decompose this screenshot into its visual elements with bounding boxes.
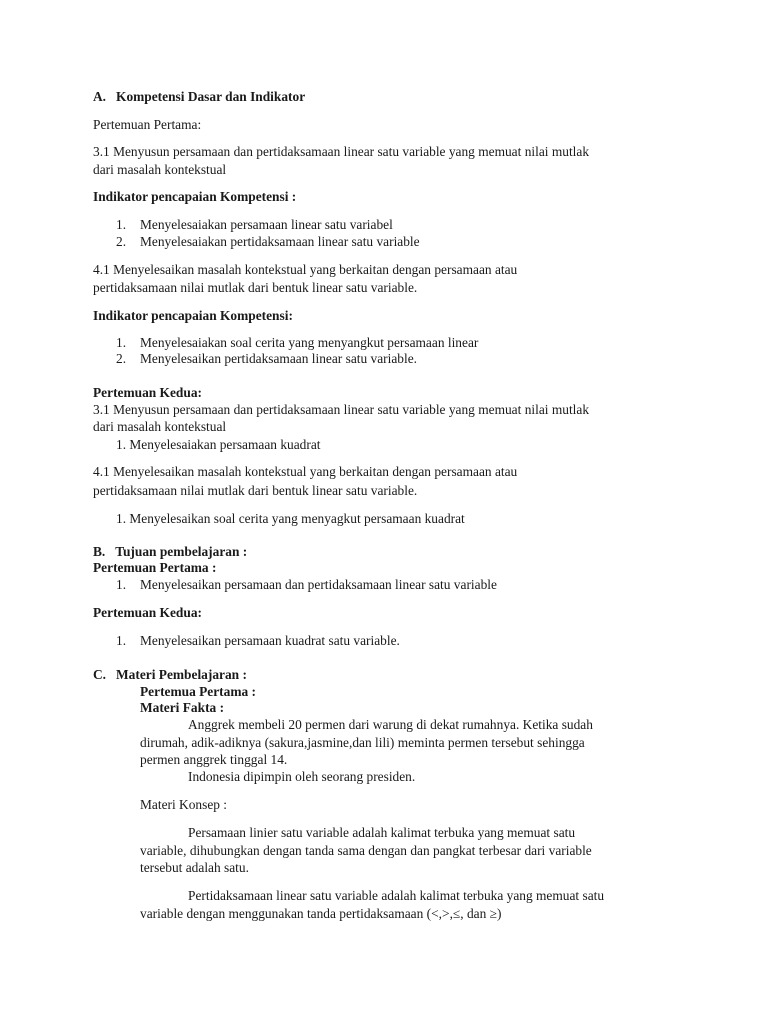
list-number: 1. (116, 217, 127, 232)
kd1-line2: dari masalah kontekstual (93, 162, 227, 177)
list-text: Menyelesaiakan pertidaksamaan linear satu variable (140, 234, 420, 249)
konsep-p1-line2: variable, dihubungkan dengan tanda sama dengan dan pangkat terbesar dari variable (140, 843, 592, 858)
tujuan-meeting2-label: Pertemuan Kedua: (93, 605, 202, 620)
list-number: 2. (116, 234, 127, 249)
list-number: 1. (116, 577, 127, 592)
meeting1-label: Pertemuan Pertama: (93, 117, 202, 132)
konsep-p1-line3: tersebut adalah satu. (140, 860, 249, 875)
fakta-p1-line3: permen anggrek tinggal 14. (140, 752, 288, 767)
list-number: 2. (116, 351, 127, 366)
materi-meeting1-label: Pertemua Pertama : (140, 684, 256, 699)
list-number: 1. (116, 335, 127, 350)
kd2-line2: pertidaksamaan nilai mutlak dari bentuk linear satu variable. (93, 280, 418, 295)
kd3-item: 1. Menyelesaiakan persamaan kuadrat (116, 437, 321, 452)
kd1-line1: 3.1 Menyusun persamaan dan pertidaksamaan linear satu variable yang memuat nilai mutlak (93, 144, 590, 159)
section-a-title: Kompetensi Dasar dan Indikator (116, 89, 306, 104)
list-text: Menyelesaikan persamaan dan pertidaksamaan linear satu variable (140, 577, 497, 592)
konsep-p2-line2: variable dengan menggunakan tanda pertidaksamaan (<,>,≤, dan ≥) (140, 906, 502, 921)
indikator1-heading: Indikator pencapaian Kompetensi : (93, 189, 297, 204)
list-number: 1. (116, 633, 127, 648)
kd3-line2: dari masalah kontekstual (93, 419, 227, 434)
kd4-line2: pertidaksamaan nilai mutlak dari bentuk linear satu variable. (93, 483, 418, 498)
indikator2-heading: Indikator pencapaian Kompetensi: (93, 308, 293, 323)
section-c-heading (93, 666, 247, 684)
list-text: Menyelesaikan pertidaksamaan linear satu variable. (140, 351, 417, 366)
tujuan-meeting1-label: Pertemuan Pertama : (93, 560, 217, 575)
kd3-line1: 3.1 Menyusun persamaan dan pertidaksamaan linear satu variable yang memuat nilai mutlak (93, 402, 590, 417)
section-a-letter: A. (93, 89, 107, 104)
list-text: Menyelesaikan persamaan kuadrat satu variable. (140, 633, 400, 648)
kd4-line1: 4.1 Menyelesaikan masalah kontekstual yang berkaitan dengan persamaan atau (93, 464, 518, 479)
section-b-title: Tujuan pembelajaran : (115, 544, 248, 559)
section-a-heading (93, 88, 305, 106)
materi-fakta-label: Materi Fakta : (140, 700, 225, 715)
section-c-letter: C. (93, 667, 107, 682)
materi-konsep-label: Materi Konsep : (140, 797, 228, 812)
fakta-p1-line2: dirumah, adik-adiknya (sakura,jasmine,dan lili) meminta permen tersebut sehingga (140, 735, 585, 750)
kd2-line1: 4.1 Menyelesaikan masalah kontekstual yang berkaitan dengan persamaan atau (93, 262, 518, 277)
fakta-p1-line1: Anggrek membeli 20 permen dari warung di dekat rumahnya. Ketika sudah (188, 717, 593, 732)
list-text: Menyelesaiakan persamaan linear satu variabel (140, 217, 393, 232)
konsep-p1-line1: Persamaan linier satu variable adalah kalimat terbuka yang memuat satu (188, 825, 576, 840)
konsep-p2-line1: Pertidaksamaan linear satu variable adalah kalimat terbuka yang memuat satu (188, 888, 605, 903)
kd4-item: 1. Menyelesaikan soal cerita yang menyagkut persamaan kuadrat (116, 511, 465, 526)
section-c-title: Materi Pembelajaran : (116, 667, 247, 682)
fakta-p2: Indonesia dipimpin oleh seorang presiden. (188, 769, 416, 784)
meeting2-label: Pertemuan Kedua: (93, 385, 202, 400)
list-text: Menyelesaiakan soal cerita yang menyangkut persamaan linear (140, 335, 479, 350)
section-b-letter: B. (93, 544, 106, 559)
